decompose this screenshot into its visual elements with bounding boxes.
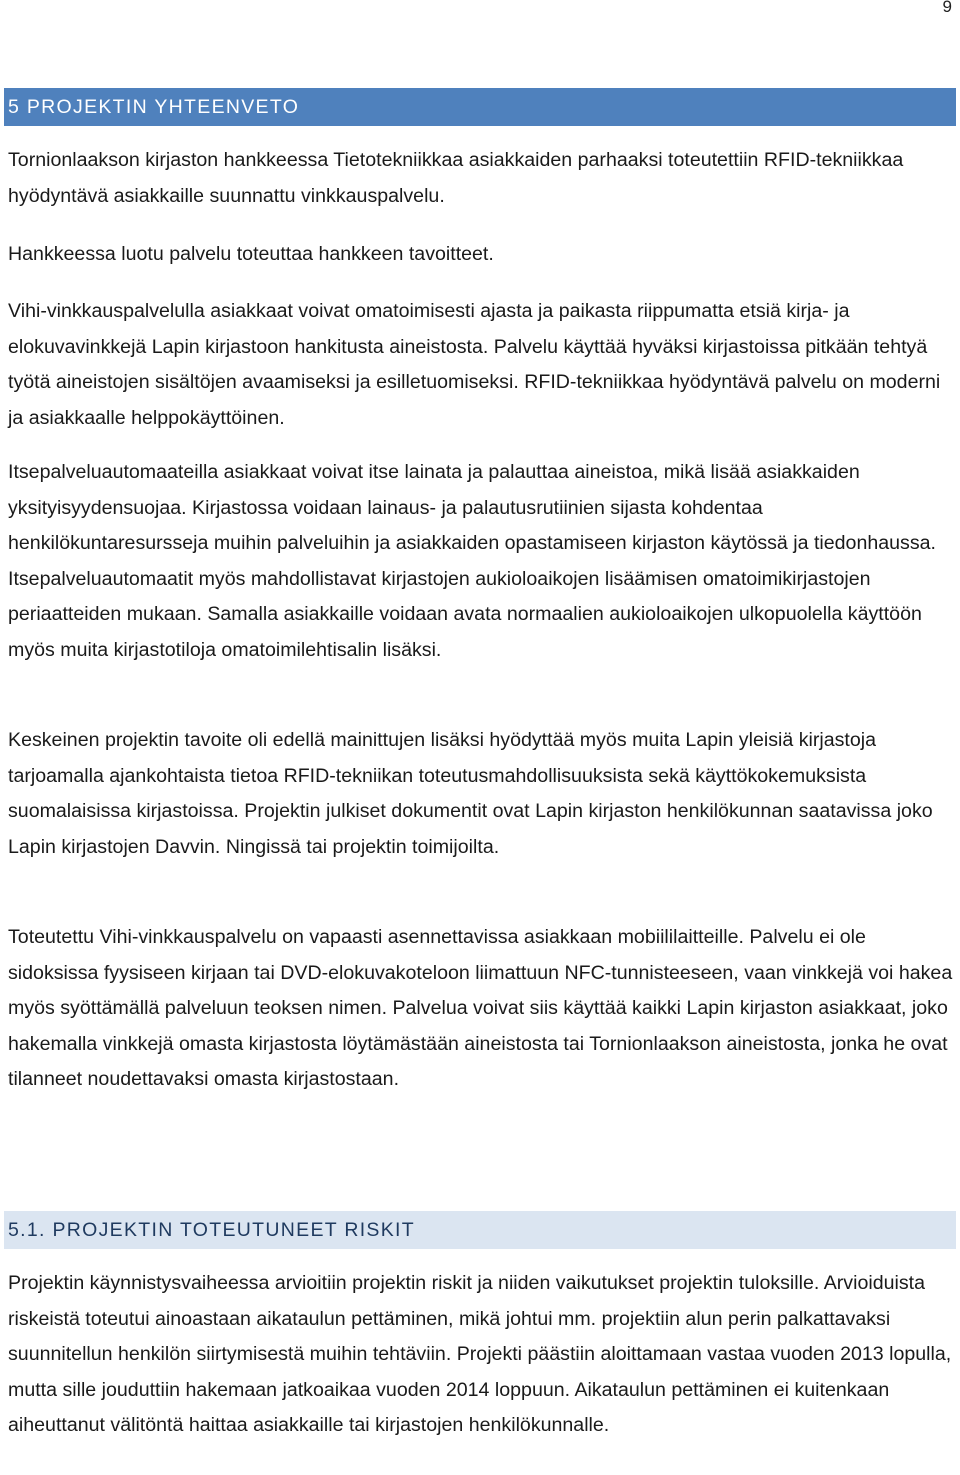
paragraph-5: Keskeinen projektin tavoite oli edellä mainittujen lisäksi hyödyttää myös muita Lapin yleisiä kirjastoja tarjoamalla ajankohtaista tietoa RFID-tekniikan toteutusmahdollisuuksista sekä käyttökokemuksista suomalaisissa kirjastoissa. Projektin julkiset dokumentit ovat Lapin kirjaston henkilökunnan saatavissa joko Lapin kirjastojen Davvin. Ningissä tai projektin toimijoilta. <box>8 729 933 858</box>
paragraph-6: Toteutettu Vihi-vinkkauspalvelu on vapaasti asennettavissa asiakkaan mobiililaitteille. Palvelu ei ole sidoksissa fyysiseen kirjaan tai DVD-elokuvakoteloon liimattuun NFC-tunnisteeseen, vaan vinkkejä voi hakea myös syöttämällä palveluun teoksen nimen. Palvelua voivat siis käyttää kaikki Lapin kirjaston asiakkaat, joko hakemalla vinkkejä omasta kirjastosta löytämästään aineistosta tai Tornionlaakson aineistosta, jonka he ovat tilanneet noudettavaksi omasta kirjastostaan. <box>8 926 953 1090</box>
paragraph-4: Itsepalveluautomaateilla asiakkaat voivat itse lainata ja palauttaa aineistoa, mikä lisää asiakkaiden yksityisyydensuojaa. Kirjastossa voidaan lainaus- ja palautusrutiinien sijasta kohdentaa henkilökuntaresursseja muihin palveluihin ja asiakkaiden opastamiseen kirjaston käytössä ja tiedonhaussa. Itsepalveluautomaatit myös mahdollistavat kirjastojen aukioloaikojen lisäämisen omatoimikirjastojen periaatteiden mukaan. Samalla asiakkaille voidaan avata normaalien aukioloaikojen ulkopuolella käyttöön myös muita kirjastotiloja omatoimilehtisalin lisäksi. <box>8 461 936 661</box>
paragraph-1: Tornionlaakson kirjaston hankkeessa Tietotekniikkaa asiakkaiden parhaaksi toteutettiin RFID-tekniikkaa hyödyntävä asiakkaille suunnattu vinkkauspalvelu. <box>8 149 904 207</box>
section-heading: 5 PROJEKTIN YHTEENVETO <box>4 88 956 126</box>
subsection-heading: 5.1. PROJEKTIN TOTEUTUNEET RISKIT <box>4 1211 956 1249</box>
page-number: 9 <box>942 0 952 16</box>
paragraph-3: Vihi-vinkkauspalvelulla asiakkaat voivat omatoimisesti ajasta ja paikasta riippumatta etsiä kirja- ja elokuvavinkkejä Lapin kirjastoon hankitusta aineistosta. Palvelu käyttää hyväksi kirjastoissa pitkään tehtyä työtä aineistojen sisältöjen avaamiseksi ja esilletuomiseksi. RFID-tekniikkaa hyödyntävä palvelu on moderni ja asiakkaalle helppokäyttöinen. <box>8 300 941 429</box>
subsection-paragraph-1: Projektin käynnistysvaiheessa arvioitiin projektin riskit ja niiden vaikutukset projektin tuloksille. Arvioiduista riskeistä toteutui ainoastaan aikataulun pettäminen, mikä johtui mm. projektiin alun perin palkattavaksi suunnitellun henkilön siirtymisestä muihin tehtäviin. Projekti päästiin aloittamaan vastaa vuoden 2013 lopulla, mutta sille jouduttiin hakemaan jatkoaikaa vuoden 2014 loppuun. Aikataulun pettäminen ei kuitenkaan aiheuttanut välitöntä haittaa asiakkaille tai kirjastojen henkilökunnalle. <box>8 1272 952 1436</box>
paragraph-2: Hankkeessa luotu palvelu toteuttaa hankkeen tavoitteet. <box>8 243 494 265</box>
